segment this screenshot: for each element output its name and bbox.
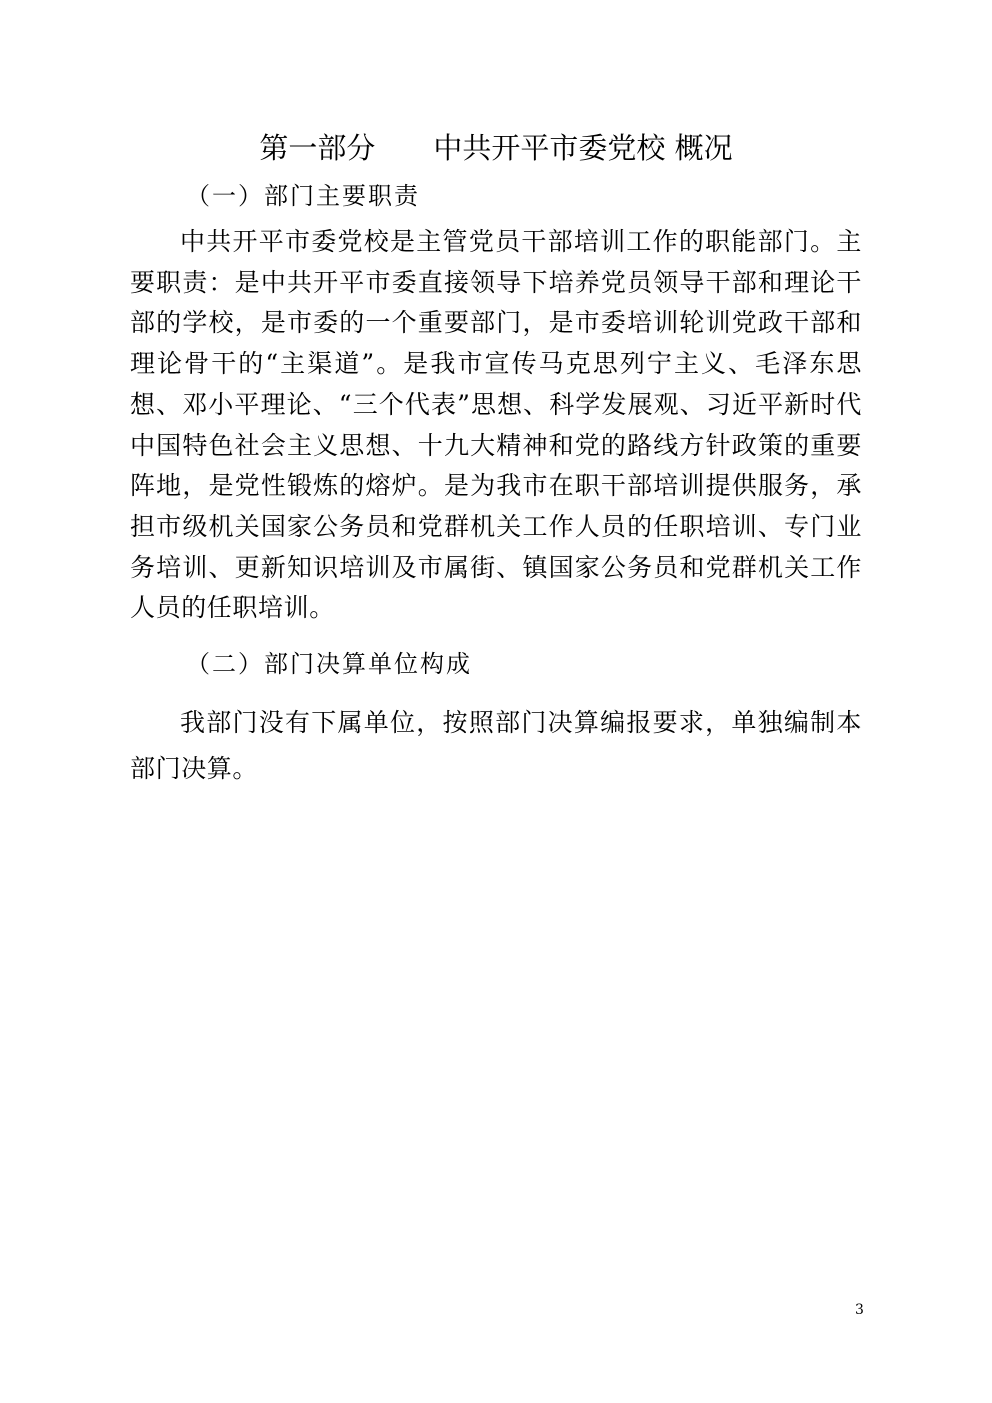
page-number: 3 [855, 1302, 864, 1318]
section-heading-duties: （一）部门主要职责 [186, 182, 420, 210]
page-title: 第一部分 中共开平市委党校 概况 [259, 131, 733, 165]
section-heading-units: （二）部门决算单位构成 [186, 650, 472, 678]
section-body-units: 我部门没有下属单位，按照部门决算编报要求，单独编制本部门决算。 [130, 708, 862, 783]
section-body-duties: 中共开平市委党校是主管党员干部培训工作的职能部门。主要职责：是中共开平市委直接领导下培养党员领导干部和理论干部的学校，是市委的一个重要部门，是市委培训轮训党政干部和理论骨干的“主渠道”。是我市宣传马克思列宁主义、毛泽东思想、邓小平理论、“三个代表”思想、科学发展观、习近平新时代中国特色社会主义思想、十九大精神和党的路线方针政策的重要阵地，是党性锻炼的熔炉。是为我市在职干部培训提供服务，承担市级机关国家公务员和党群机关工作人员的任职培训、专门业务培训、更新知识培训及市属街、镇国家公务员和党群机关工作人员的任职培训。 [130, 227, 862, 623]
